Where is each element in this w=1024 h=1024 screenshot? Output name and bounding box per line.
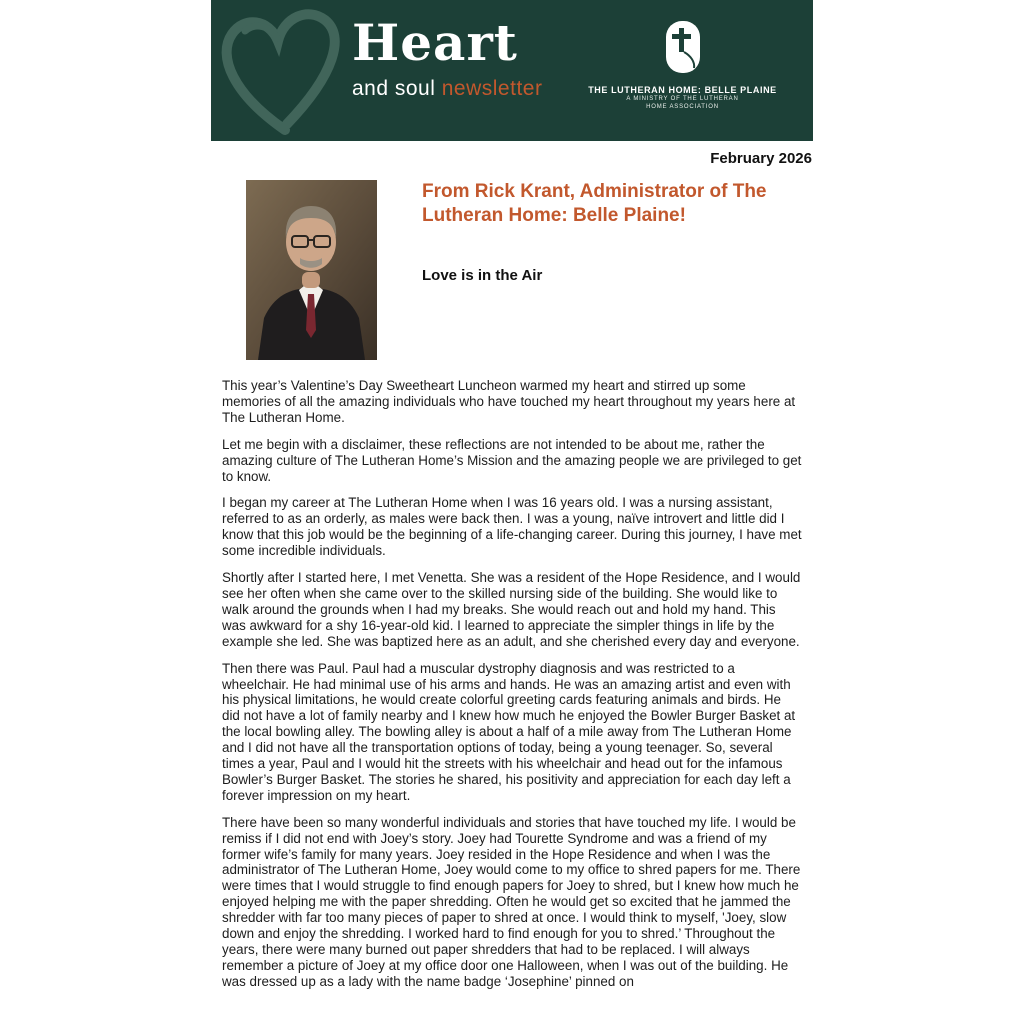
article-body <box>211 360 813 990</box>
article-header <box>211 180 813 360</box>
issue-date: February 2026 <box>710 150 812 167</box>
article-paragraph: Let me begin with a disclaimer, these reflections are not intended to be about me, rather the amazing culture of The Lutheran Home’s Mission and the amazing people we are privileged to get to know. <box>222 436 802 484</box>
article-subheading: Love is in the Air <box>422 267 543 284</box>
newsletter-header <box>211 0 813 141</box>
organization-logo <box>580 20 785 111</box>
newsletter-subtitle <box>352 76 542 102</box>
article-paragraph: Then there was Paul. Paul had a muscular dystrophy diagnosis and was restricted to a wheelchair. He had minimal use of his arms and hands. He was an amazing artist and even with his physical limitations, he would create colorful greeting cards featuring animals and birds. He did not have a lot of family nearby and I knew how much he enjoyed the Bowler Burger Basket at the local bowling alley. The bowling alley is about a half of a mile away from The Lutheran Home and I did not have all the transportation options of today, being a young teenager. So, several times a year, Paul and I would hit the streets with his wheelchair and head out for the infamous Bowler’s Burger Basket. The stories he shared, his positivity and appreciation for each day left a forever impression on my heart. <box>222 660 796 803</box>
newsletter-subtitle-accent: newsletter <box>441 77 543 100</box>
lutheran-home-logo-icon <box>665 20 701 74</box>
newsletter-subtitle-plain: and soul <box>352 77 442 100</box>
heart-sketch-icon <box>211 0 357 141</box>
logo-tagline-line1: A MINISTRY OF THE LUTHERAN <box>626 96 739 102</box>
portrait-photo <box>246 180 377 360</box>
article-heading: From Rick Krant, Administrator of The Lutheran Home: Belle Plaine! <box>422 181 767 226</box>
article-paragraph: This year’s Valentine’s Day Sweetheart Luncheon warmed my heart and stirred up some memories of all the amazing individuals who have touched my heart throughout my years here at The Lutheran Home. <box>222 378 796 425</box>
newsletter-title: Heart <box>352 13 518 72</box>
article-paragraph: I began my career at The Lutheran Home when I was 16 years old. I was a nursing assistant, referred to as an orderly, as males were back then. I was a young, naïve introvert and little did I know that this job would be the beginning of a life-changing career. During this journey, I have met some incredible individuals. <box>222 495 802 559</box>
article-paragraph: There have been so many wonderful individuals and stories that have touched my life. I would be remiss if I did not end with Joey’s story. Joey had Tourette Syndrome and was a friend of my former wife’s family for many years. Joey resided in the Hope Residence and when I was the administrator of The Lutheran Home, Joey would come to my office to shred papers for me. There were times that I would struggle to find enough papers for Joey to shred, but I knew how much he enjoyed helping me with the paper shredding. Often he would get so excited that he jammed the shredder with far too many pieces of paper to shred at once. I would think to myself, 'Joey, slow down and enjoy the shredding. I worked hard to find enough for you to shred.’ Throughout the years, there were many burned out paper shredders that had to be replaced. I will always remember a picture of Joey at my office door one Halloween, when I was out of the building. He was dressed up as a lady with the name badge ‘Josephine’ pinned on <box>222 814 801 989</box>
logo-name-text: THE LUTHERAN HOME: BELLE PLAINE <box>588 85 777 95</box>
article-head-text <box>422 180 802 360</box>
article-paragraph: Shortly after I started here, I met Venetta. She was a resident of the Hope Residence, and I would see her often when she came over to the skilled nursing side of the building. She would like to walk around the grounds when I had my breaks. She would reach out and hold my hand. This was awkward for a shy 16-year-old kid. I learned to appreciate the simpler things in life by the example she led. She was baptized here as an adult, and she cherished every day and everyone. <box>222 570 801 649</box>
masthead <box>352 14 542 102</box>
logo-tagline-line2: HOME ASSOCIATION <box>646 104 719 110</box>
newsletter-column <box>211 0 813 990</box>
